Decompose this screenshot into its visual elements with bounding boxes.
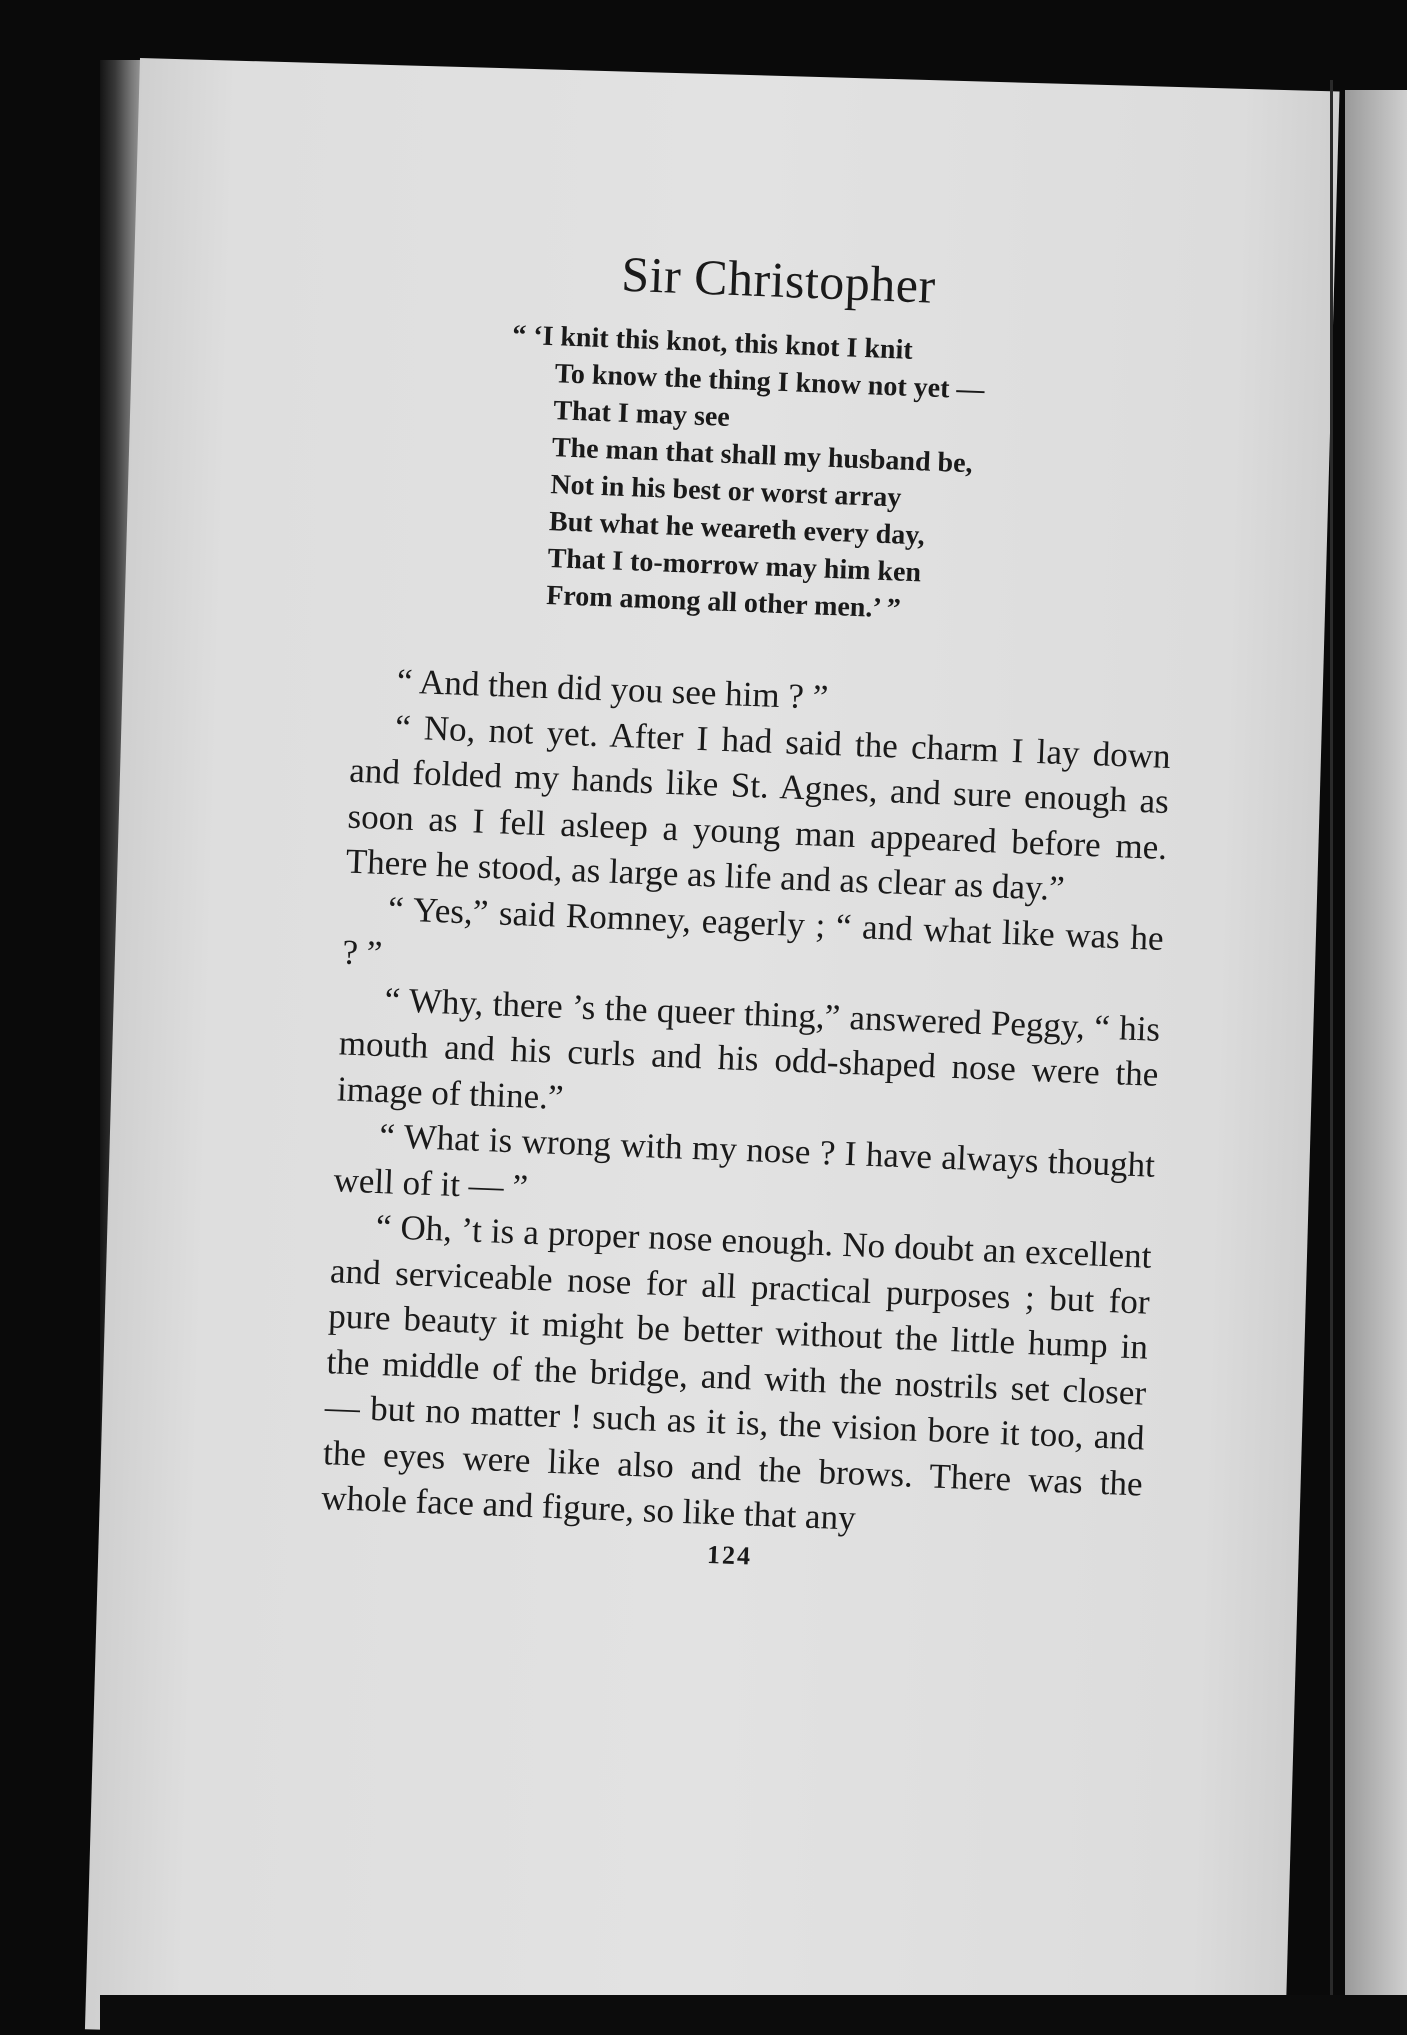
verse-line: That I to-morrow may him ken	[547, 543, 922, 589]
facing-page-edge	[1345, 90, 1407, 2035]
paragraph: “ What is wrong with my nose ? I have always thought well of it — ”	[332, 1116, 1156, 1207]
page-content	[319, 235, 1189, 1586]
running-head: Sir Christopher	[620, 245, 937, 314]
paragraph: “ No, not yet. After I had said the charm I lay down and folded my hands like St. Agnes, and sure enough as soon as I fell asleep a young man appeared before me. There he stood, as large as life and as clear as day.”	[345, 706, 1172, 909]
verse-line: That I may see	[552, 395, 731, 433]
paragraph: “ Yes,” said Romney, eagerly ; “ and what like was he ? ”	[341, 888, 1165, 973]
paragraph: “ Why, there ’s the queer thing,” answered Peggy, “ his mouth and his curls and his odd-shaped nose were the image of thine.”	[336, 979, 1161, 1117]
page-number: 124	[706, 1539, 753, 1571]
page-gutter-line	[1330, 80, 1333, 2000]
verse-block	[511, 318, 1187, 638]
verse-line: “ ‘I knit this knot, this knot I knit	[511, 319, 914, 366]
bottom-shadow	[100, 1995, 1407, 2035]
body-text	[321, 657, 1174, 1552]
verse-line: But what he weareth every day,	[548, 506, 926, 552]
paragraph: “ Oh, ’t is a proper nose enough. No doubt an excellent and serviceable nose for all practical purposes ; but for pure beauty it might be better without the little hump in the middle of the bridge, and with the nostrils set closer — but no matter ! such as it is, the vision bore it too, and the eyes were like also and the brows. There was the whole face and figure, so like that any	[320, 1206, 1153, 1538]
verse-line: Not in his best or worst array	[549, 469, 902, 514]
verse-line: To know the thing I know not yet —	[554, 358, 986, 406]
verse-line: From among all other men.’ ”	[545, 580, 902, 625]
verse-line: The man that shall my husband be,	[551, 432, 974, 480]
paragraph: “ And then did you see him ? ”	[396, 661, 829, 717]
